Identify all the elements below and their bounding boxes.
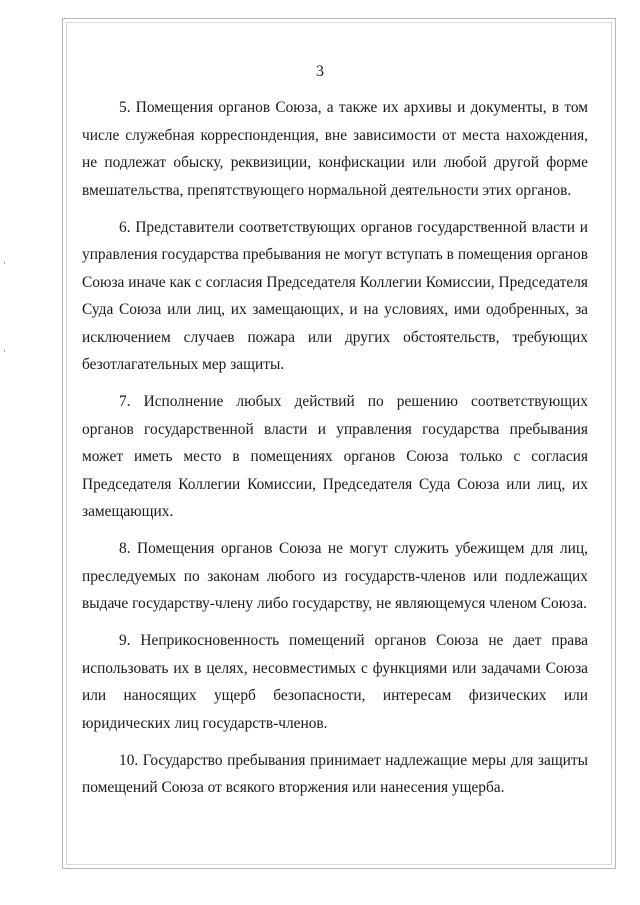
document-body [82, 94, 588, 811]
paragraph-9: 9. Неприкосновенность помещений органов Союза не дает права использовать их в целях, несовместимых с функциями или задачами Союза или наносящих ущерб безопасности, интересам физических или юридических лиц государств-членов. [82, 632, 588, 732]
frame-inner-border-bottom [66, 864, 612, 865]
frame-border-left [62, 18, 63, 869]
scan-artifact [4, 350, 5, 352]
paragraph-7: 7. Исполнение любых действий по решению соответствующих органов государственной власти и управления государства пребывания может иметь место в помещениях органов Союза только с согласия Председателя Коллегии Комиссии, Председателя Суда Союза или лиц, их замещающих. [82, 393, 588, 520]
page-number: 3 [316, 63, 324, 80]
paragraph-8: 8. Помещения органов Союза не могут служить убежищем для лиц, преследуемых по законам любого из государств-членов или подлежащих выдаче государству-члену либо государству, не являющемуся членом Союза. [82, 540, 588, 612]
frame-border-top [62, 18, 616, 19]
frame-inner-border-right [611, 22, 612, 865]
scan-artifact [4, 262, 5, 264]
paragraph-6: 6. Представители соответствующих органов государственной власти и управления государства пребывания не могут вступать в помещения органов Союза иначе как с согласия Председателя Коллегии Комиссии, Председателя Суда Союза или лиц, их замещающих, и на условиях, ими одобренных, за исключением случаев пожара или других обстоятельств, требующих безотлагательных мер защиты. [82, 218, 588, 373]
paragraph-10: 10. Государство пребывания принимает надлежащие меры для защиты помещений Союза от всякого вторжения или нанесения ущерба. [82, 751, 588, 796]
frame-border-right [615, 18, 616, 869]
paragraph-5: 5. Помещения органов Союза, а также их архивы и документы, в том числе служебная корреспонденция, вне зависимости от места нахождения, не подлежат обыску, реквизиции, конфискации или любой другой форме вмешательства, препятствующего нормальной деятельности этих органов. [82, 99, 588, 199]
frame-inner-border-top [66, 22, 612, 23]
frame-border-bottom [62, 868, 616, 869]
frame-inner-border-left [66, 22, 67, 865]
